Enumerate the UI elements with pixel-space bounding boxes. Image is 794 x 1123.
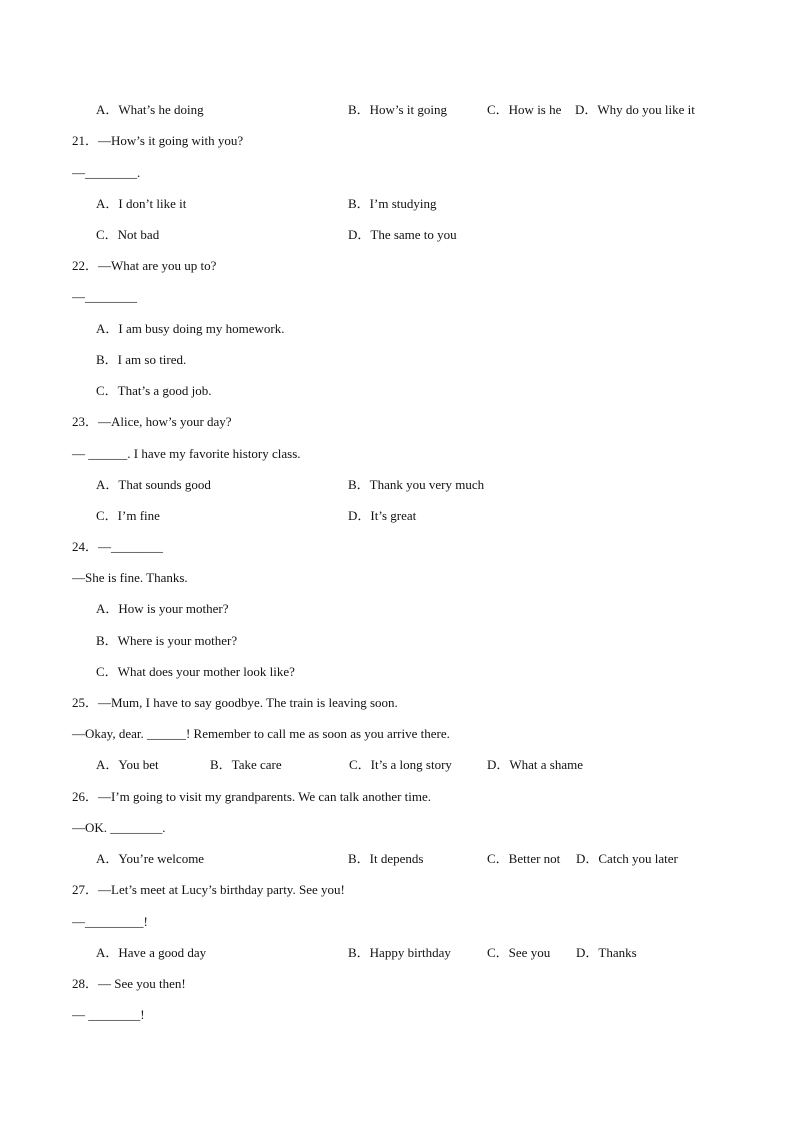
q25-option-b[interactable]: B．Take care xyxy=(210,757,282,772)
q21-option-c[interactable]: C．Not bad xyxy=(96,227,160,242)
q21-prompt: 21．—How’s it going with you? xyxy=(72,133,244,148)
q24-option-b[interactable]: B．Where is your mother? xyxy=(96,633,238,648)
q26-option-c[interactable]: C．Better not xyxy=(487,851,561,866)
q24-option-a[interactable]: A．How is your mother? xyxy=(96,601,229,616)
q20-option-d[interactable]: D．Why do you like it xyxy=(575,102,695,117)
q26-option-d[interactable]: D．Catch you later xyxy=(576,851,678,866)
q26-answer: —OK. ________. xyxy=(72,820,166,835)
q25-option-a[interactable]: A．You bet xyxy=(96,757,159,772)
q24-answer: —She is fine. Thanks. xyxy=(72,570,188,585)
q23-answer: — ______. I have my favorite history class. xyxy=(72,446,301,461)
q24-option-c[interactable]: C．What does your mother look like? xyxy=(96,664,295,679)
q25-option-d[interactable]: D．What a shame xyxy=(487,757,584,772)
q27-option-c[interactable]: C．See you xyxy=(487,945,551,960)
q23-option-b[interactable]: B．Thank you very much xyxy=(348,477,485,492)
q22-prompt: 22．—What are you up to? xyxy=(72,258,217,273)
q21-option-a[interactable]: A．I don’t like it xyxy=(96,196,187,211)
q25-prompt: 25．—Mum, I have to say goodbye. The train is leaving soon. xyxy=(72,695,398,710)
q27-option-b[interactable]: B．Happy birthday xyxy=(348,945,451,960)
q26-prompt: 26．—I’m going to visit my grandparents. We can talk another time. xyxy=(72,789,432,804)
q25-answer: —Okay, dear. ______! Remember to call me as soon as you arrive there. xyxy=(72,726,450,741)
q27-option-d[interactable]: D．Thanks xyxy=(576,945,637,960)
q24-prompt: 24．—________ xyxy=(72,539,164,554)
q20-option-a[interactable]: A．What’s he doing xyxy=(96,102,204,117)
q22-option-b[interactable]: B．I am so tired. xyxy=(96,352,187,367)
q22-option-c[interactable]: C．That’s a good job. xyxy=(96,383,212,398)
q23-option-d[interactable]: D．It’s great xyxy=(348,508,417,523)
q27-prompt: 27．—Let’s meet at Lucy’s birthday party. See you! xyxy=(72,882,345,897)
q28-answer: — ________! xyxy=(72,1007,145,1022)
q20-option-c[interactable]: C．How is he xyxy=(487,102,562,117)
q25-option-c[interactable]: C．It’s a long story xyxy=(349,757,452,772)
q23-option-c[interactable]: C．I’m fine xyxy=(96,508,160,523)
q22-option-a[interactable]: A．I am busy doing my homework. xyxy=(96,321,285,336)
q21-answer: —________. xyxy=(72,165,141,180)
q21-option-d[interactable]: D．The same to you xyxy=(348,227,457,242)
q27-option-a[interactable]: A．Have a good day xyxy=(96,945,207,960)
q23-option-a[interactable]: A．That sounds good xyxy=(96,477,211,492)
q27-answer: —_________! xyxy=(72,914,148,929)
q21-option-b[interactable]: B．I’m studying xyxy=(348,196,437,211)
q20-option-b[interactable]: B．How’s it going xyxy=(348,102,447,117)
q26-option-a[interactable]: A．You’re welcome xyxy=(96,851,205,866)
q22-answer: —________ xyxy=(72,289,137,304)
q26-option-b[interactable]: B．It depends xyxy=(348,851,424,866)
q28-prompt: 28．— See you then! xyxy=(72,976,186,991)
q23-prompt: 23．—Alice, how’s your day? xyxy=(72,414,232,429)
